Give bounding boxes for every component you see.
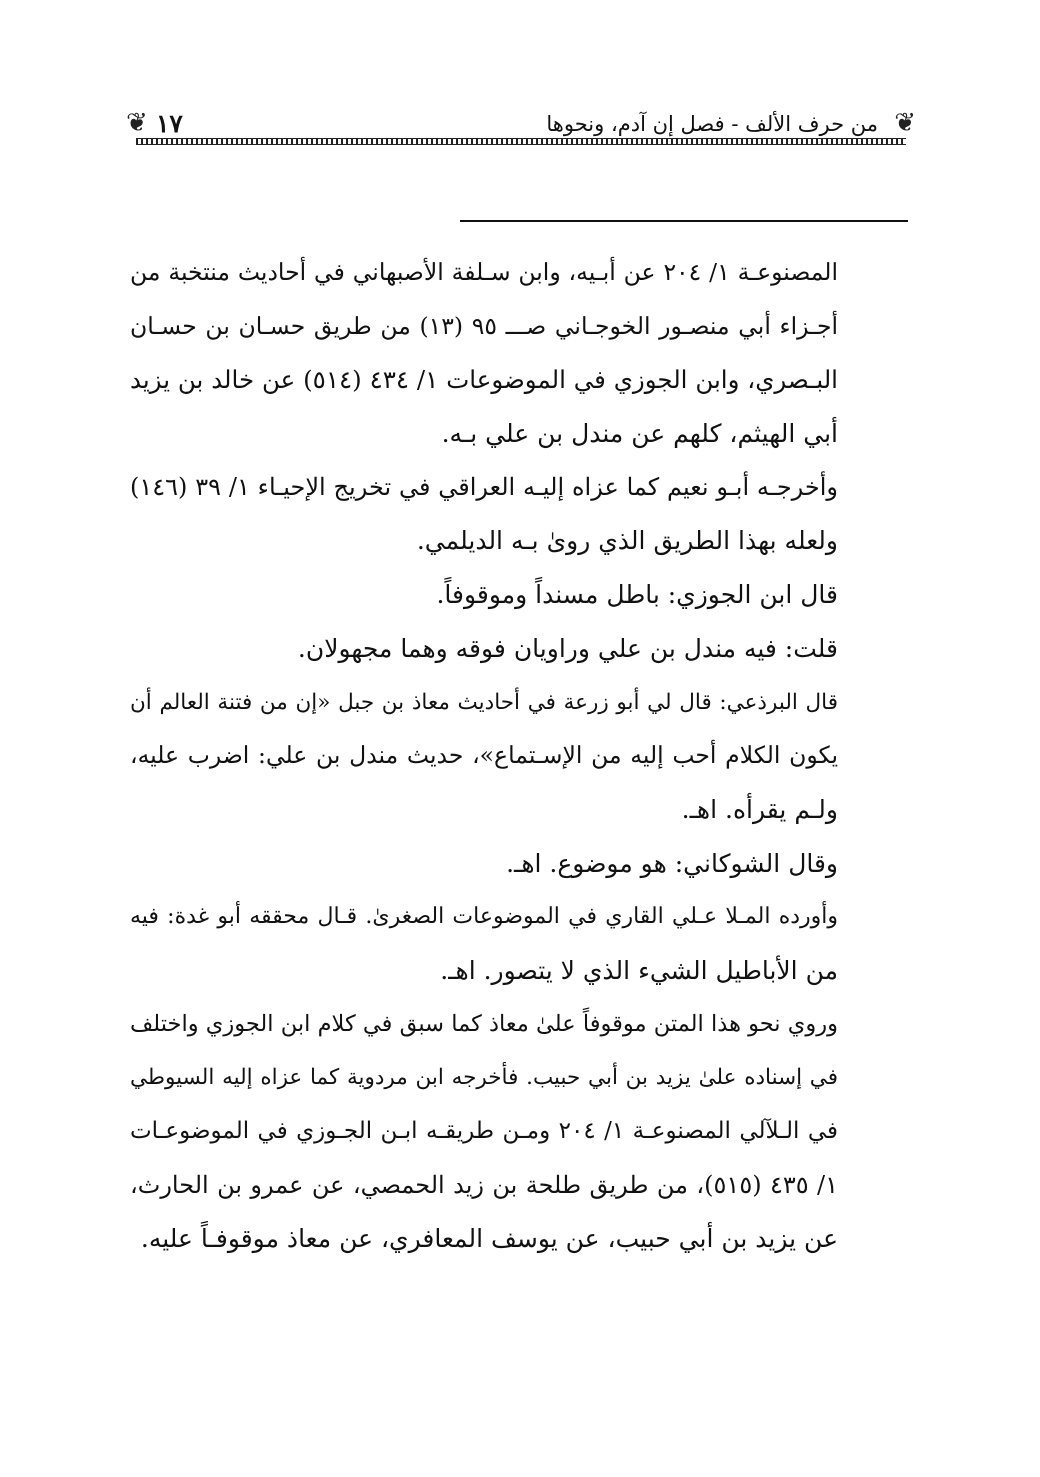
text-line: يكون الكلام أحب إليه من الإسـتماع»، حديث مندل بن علي: اضرب عليه،: [130, 741, 838, 770]
text-line: أبي الهيثم، كلهم عن مندل بن علي بـه.: [441, 419, 838, 449]
floral-ornament-icon: ❦: [126, 108, 148, 138]
text-line: عن يزيد بن أبي حبيب، عن يوسف المعافري، عن معاذ موقوفـاً عليه.: [140, 1224, 838, 1254]
text-line: ولـم يقرأه. اهـ.: [681, 794, 838, 824]
text-line: ولعله بهذا الطريق الذي روىٰ بـه الديلمي.: [416, 526, 838, 556]
running-header: [126, 100, 916, 152]
text-line: وقال الشوكاني: هو موضوع. اهـ.: [506, 848, 838, 878]
page-number: ١٧: [156, 109, 183, 138]
text-line: وأورده المـلا عـلي القاري في الموضوعات الصغرىٰ. قـال محققه أبو غدة: فيه: [130, 904, 838, 930]
text-line: المصنوعـة ١/ ٢٠٤ عن أبـيه، وابن سـلفة الأصبهاني في أحاديث منتخبة من: [130, 258, 838, 286]
header-border: [136, 138, 906, 145]
text-line: وروي نحو هذا المتن موقوفاً علىٰ معاذ كما سبق في كلام ابن الجوزي واختلف: [130, 1010, 838, 1037]
text-line: البـصري، وابن الجوزي في الموضوعات ١/ ٤٣٤ (٥١٤) عن خالد بن يزيد: [130, 365, 838, 395]
footnote-text: [130, 246, 838, 1266]
text-line: أجـزاء أبي منصـور الخوجـاني صـــ ٩٥ (١٣) من طريق حسـان بن حسـان: [130, 311, 838, 340]
footnote-separator: [460, 220, 908, 222]
text-line: قال ابن الجوزي: باطل مسنداً وموقوفاً.: [436, 580, 838, 610]
text-line: قلت: فيه مندل بن علي وراويان فوقه وهما مجهولان.: [297, 633, 838, 663]
text-line: في الـلآلي المصنوعـة ١/ ٢٠٤ ومـن طريقـه ابـن الجـوزي في الموضوعـات: [130, 1118, 838, 1144]
text-line: في إسناده علىٰ يزيد بن أبي حبيب. فأخرجه ابن مردوية كما عزاه إليه السيوطي: [130, 1065, 838, 1091]
floral-ornament-icon: ❦: [894, 108, 916, 138]
text-line: من الأباطيل الشيء الذي لا يتصور. اهـ.: [440, 955, 838, 985]
text-line: وأخرجـه أبـو نعيم كما عزاه إليـه العراقي في تخريج الإحيـاء ١/ ٣٩ (١٤٦): [130, 472, 838, 501]
text-line: قال البرذعي: قال لي أبو زرعة في أحاديث معاذ بن جبل «إن من فتنة العالم أن: [130, 689, 838, 715]
header-title: من حرف الألف - فصل إن آدم، ونحوها: [546, 112, 878, 136]
text-line: ١/ ٤٣٥ (٥١٥)، من طريق طلحة بن زيد الحمصي، عن عمرو بن الحارث،: [130, 1170, 838, 1199]
